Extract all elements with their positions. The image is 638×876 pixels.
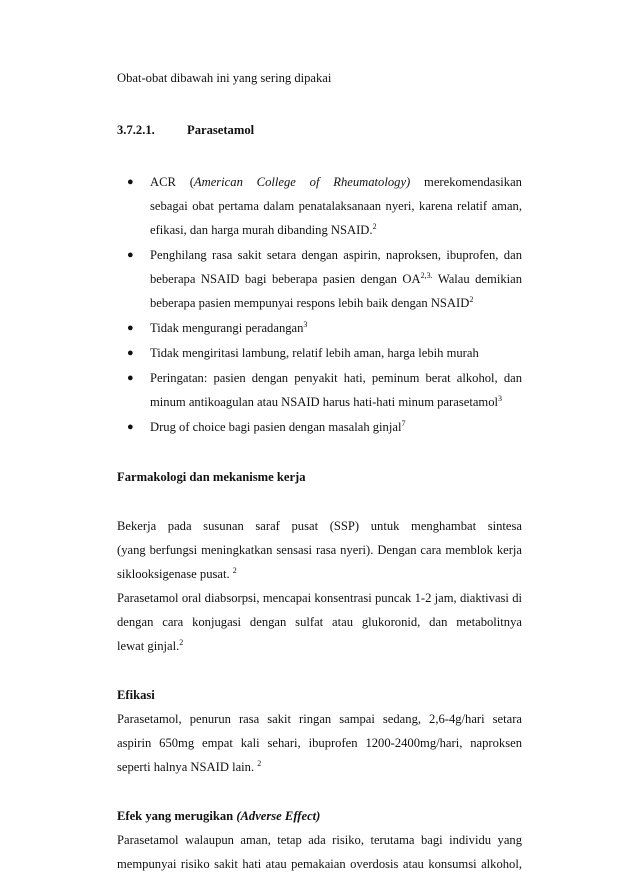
list-item (117, 415, 522, 439)
efek-heading: Efek yang merugikan (Adverse Effect) (117, 809, 321, 823)
list-item (117, 170, 522, 242)
list-item-line: ACR (American College of Rheumatology) merekomendasikan (150, 175, 522, 189)
bullet-icon: ● (127, 249, 134, 261)
list-item-line: beberapa NSAID bagi beberapa pasien dengan $OA^{2,3.}$ Walau demikian (150, 271, 522, 286)
bullet-icon: ● (127, 347, 134, 359)
list-item-line: Peringatan: pasien dengan penyakit hati, peminum berat alkohol, dan (150, 371, 522, 385)
section-heading (117, 118, 522, 142)
list-item-line: minum antikoagulan atau NSAID harus hati-hati minum parasetamol$^3$ (150, 394, 502, 409)
list-item (117, 341, 522, 365)
list-item-line: Penghilang rasa sakit setara dengan aspirin, naproksen, ibuprofen, dan (150, 248, 522, 262)
list-item (117, 366, 522, 414)
document-page (117, 66, 522, 876)
list-item-line: Tidak mengurangi peradangan$^3$ (150, 320, 308, 335)
section-number: 3.7.2.1. (117, 123, 155, 137)
list-item-line: beberapa pasien mempunyai respons lebih baik dengan NSAID$^2$ (150, 295, 474, 310)
paragraph-line: mempunyai risiko sakit hati atau pemakaian overdosis atau konsumsi alkohol, (117, 857, 522, 871)
list-item (117, 316, 522, 340)
list-item-line: Tidak mengiritasi lambung, relatif lebih aman, harga lebih murah (150, 346, 479, 360)
bullet-icon: ● (127, 421, 134, 433)
list-item-line: sebagai obat pertama dalam penatalaksanaan nyeri, karena relatif aman, (150, 199, 522, 213)
bullet-icon: ● (127, 322, 134, 334)
list-item-line: efikasi, dan harga murah dibanding NSAID.$^2$ (150, 222, 377, 237)
efikasi-heading: Efikasi (117, 688, 155, 702)
paragraph-line: Parasetamol walaupun aman, tetap ada risiko, terutama bagi individu yang (117, 833, 522, 847)
paragraph-line: Parasetamol oral diabsorpsi, mencapai konsentrasi puncak 1-2 jam, diaktivasi di (117, 591, 522, 605)
intro-text: Obat-obat dibawah ini yang sering dipakai (117, 71, 332, 85)
farmakologi-heading: Farmakologi dan mekanisme kerja (117, 470, 306, 484)
section-title: Parasetamol (187, 123, 255, 137)
paragraph-line: (yang berfungsi meningkatkan sensasi rasa nyeri). Dengan cara memblok kerja (117, 543, 522, 557)
bullet-list (117, 170, 522, 439)
bullet-icon: ● (127, 176, 134, 188)
list-item (117, 243, 522, 315)
bullet-icon: ● (127, 372, 134, 384)
paragraph-line: seperti halnya NSAID lain. $^2$ (117, 759, 262, 774)
paragraph-line: lewat ginjal.$^2$ (117, 638, 184, 653)
paragraph-line: siklooksigenase pusat. $^2$ (117, 566, 237, 581)
paragraph-line: Parasetamol, penurun rasa sakit ringan sampai sedang, 2,6-4g/hari setara (117, 712, 522, 726)
paragraph-line: aspirin 650mg empat kali sehari, ibuprofen 1200-2400mg/hari, naproksen (117, 736, 522, 750)
paragraph-line: Bekerja pada susunan saraf pusat (SSP) untuk menghambat sintesa (117, 519, 522, 533)
paragraph-line: dengan cara konjugasi dengan sulfat atau glukoronid, dan metabolitnya (117, 615, 522, 629)
list-item-line: Drug of choice bagi pasien dengan masalah ginjal$^7$ (150, 419, 406, 434)
